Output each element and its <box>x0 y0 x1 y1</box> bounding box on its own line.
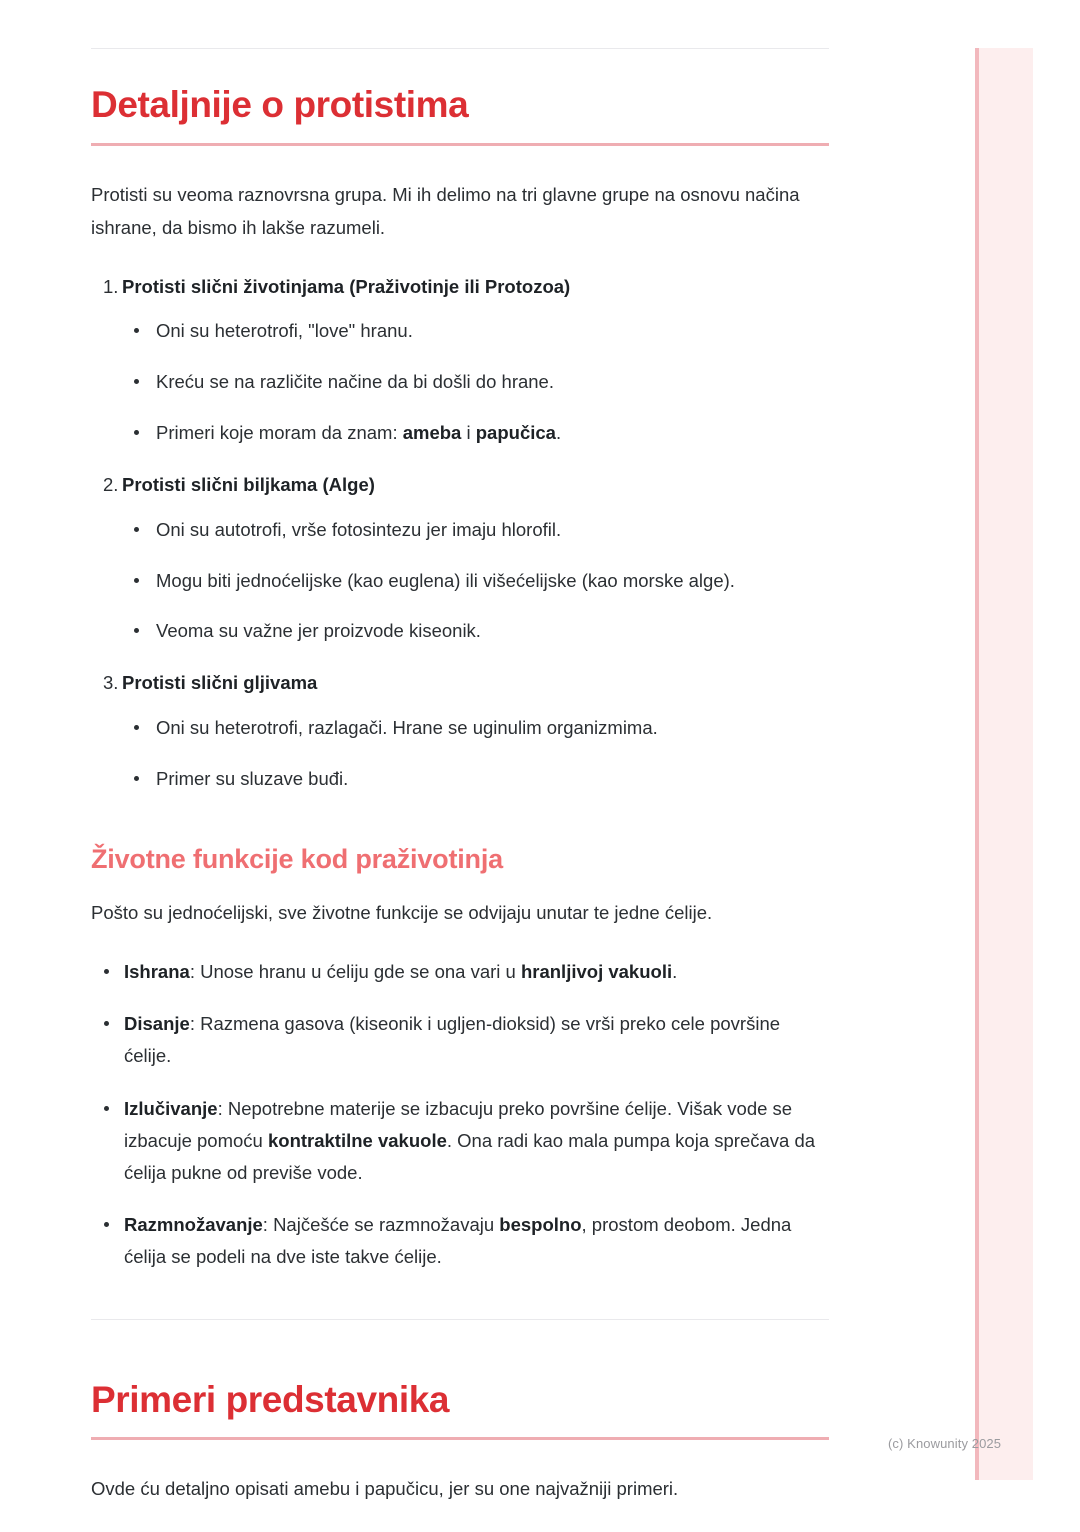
list-item <box>122 514 829 546</box>
bold-term: ameba <box>402 422 462 444</box>
protist-group-details <box>122 514 829 647</box>
protist-group-details <box>122 712 829 795</box>
text-run: Primer su sluzave buđi. <box>156 767 349 789</box>
list-item <box>122 565 829 597</box>
protist-group-item <box>91 469 829 647</box>
list-item <box>91 956 829 988</box>
text-run: Oni su heterotrofi, "love" hranu. <box>156 320 413 342</box>
list-number: 3. <box>103 672 119 694</box>
bold-term: Razmnožavanje <box>124 1214 263 1236</box>
page-title-underline <box>91 143 829 146</box>
list-item <box>122 712 829 744</box>
text-run: : Unose hranu u ćeliju gde se ona vari u <box>189 961 521 983</box>
text-run: : Nepotrebne materije se izbacuju preko površine ćelije. Višak vode se izbacuje pomoću <box>124 1097 793 1151</box>
text-run: . Ona radi kao mala pumpa koja sprečava da ćelija pukne od previše vode. <box>124 1129 816 1184</box>
bold-term: papučica <box>475 422 556 444</box>
examples-intro: Ovde ću detaljno opisati amebu i papučicu, jer su one najvažniji primeri. <box>91 1478 679 1500</box>
text-run: Mogu biti jednoćelijske (kao euglena) ili višećelijske (kao morske alge). <box>156 569 735 591</box>
content-column <box>91 48 829 1506</box>
protist-group-title: Protisti slični životinjama (Praživotinje ili Protozoa) <box>122 275 571 297</box>
list-item <box>91 1093 829 1190</box>
section-heading-examples: Primeri predstavnika <box>91 1378 450 1420</box>
list-item <box>91 1209 829 1273</box>
bold-term: kontraktilne vakuole <box>267 1129 447 1151</box>
text-run: . <box>672 961 678 983</box>
bold-term: Izlučivanje <box>124 1097 218 1119</box>
page-title: Detaljnije o protistima <box>91 84 469 125</box>
list-item <box>122 763 829 795</box>
text-run: Oni su heterotrofi, razlagači. Hrane se uginulim organizmima. <box>156 717 658 739</box>
intro-paragraph: Protisti su veoma raznovrsna grupa. Mi ih delimo na tri glavne grupe na osnovu načina ishrane, da bismo ih lakše razumeli. <box>91 183 800 238</box>
text-run: , prostom deobom. Jedna ćelija se podeli na dve iste takve ćelije. <box>124 1214 792 1268</box>
right-decorative-band <box>975 48 1033 1480</box>
section-heading-examples-underline <box>91 1437 829 1440</box>
bold-term: Ishrana <box>124 961 190 983</box>
protist-group-details <box>122 315 829 448</box>
text-run: Kreću se na različite načine da bi došli do hrane. <box>156 371 554 393</box>
bold-term: bespolno <box>499 1214 582 1236</box>
protist-group-title: Protisti slični gljivama <box>122 672 318 694</box>
list-number: 2. <box>103 473 119 495</box>
watermark: (c) Knowunity 2025 <box>888 1436 1002 1451</box>
text-run: Veoma su važne jer proizvode kiseonik. <box>156 620 481 642</box>
protist-group-item <box>91 271 829 449</box>
text-run: . <box>555 422 562 444</box>
top-divider <box>91 48 829 49</box>
list-number: 1. <box>103 275 119 297</box>
life-functions-list <box>91 956 829 1274</box>
protist-group-item <box>91 667 829 795</box>
list-item <box>122 366 829 398</box>
bold-term: hranljivoj vakuoli <box>520 961 673 983</box>
text-run: Primeri koje moram da znam: <box>156 422 403 444</box>
list-item <box>122 315 829 347</box>
text-run: : Najčešće se razmnožavaju <box>262 1214 500 1236</box>
protist-groups-list <box>91 271 829 795</box>
text-run: Oni su autotrofi, vrše fotosintezu jer imaju hlorofil. <box>156 518 562 540</box>
life-functions-intro: Pošto su jednoćelijski, sve životne funkcije se odvijaju unutar te jedne ćelije. <box>91 902 713 924</box>
section-heading-life-functions: Životne funkcije kod praživotinja <box>91 843 503 874</box>
list-item <box>122 417 829 449</box>
list-item <box>122 615 829 647</box>
text-run: : Razmena gasova (kiseonik i ugljen-dioksid) se vrši preko cele površine ćelije. <box>124 1013 781 1067</box>
text-run: i <box>461 422 476 444</box>
list-item <box>91 1008 829 1072</box>
protist-group-title: Protisti slični biljkama (Alge) <box>122 473 375 495</box>
bold-term: Disanje <box>124 1013 190 1035</box>
section-divider <box>91 1319 829 1320</box>
